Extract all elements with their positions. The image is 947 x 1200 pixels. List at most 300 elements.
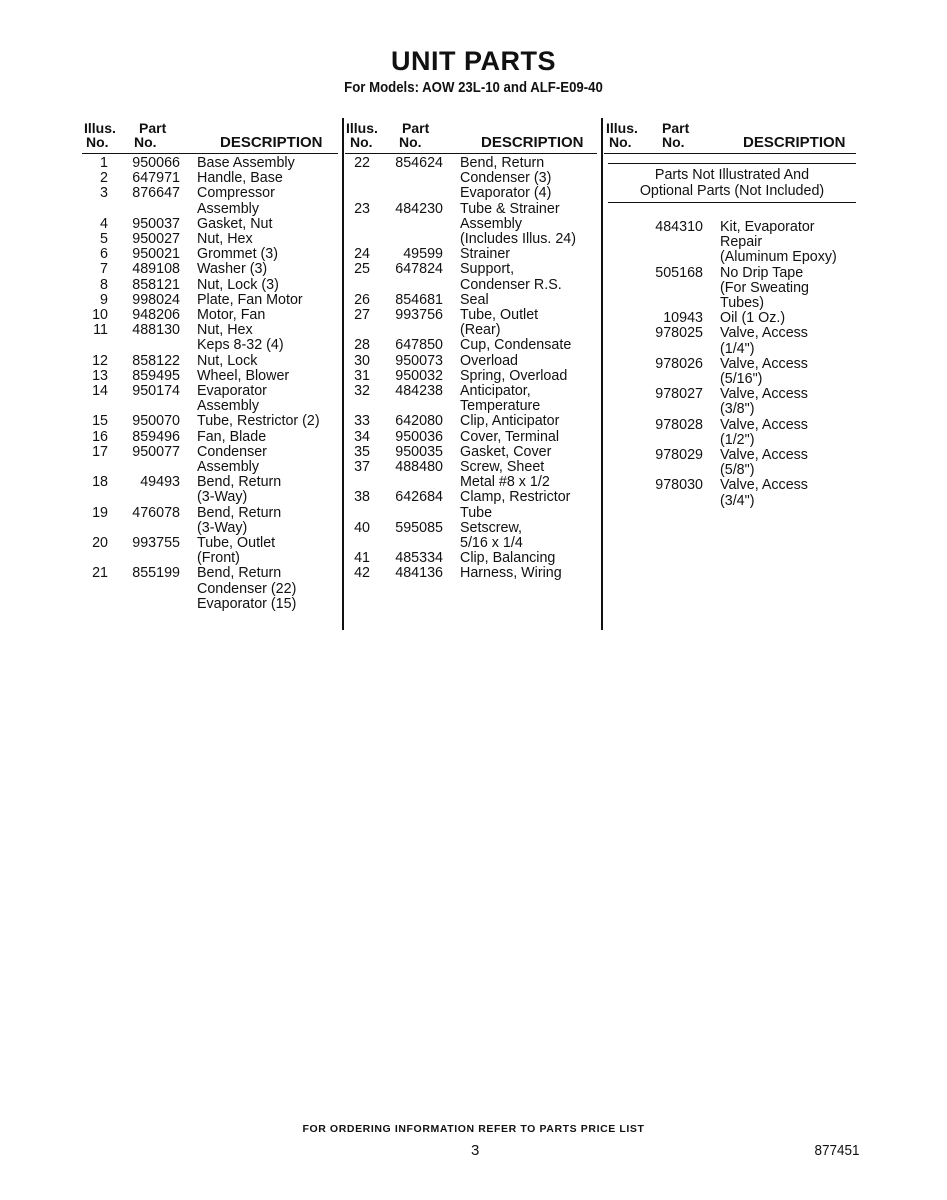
header-illus-no: No. <box>86 134 109 150</box>
part-description <box>703 478 856 508</box>
description-line: Valve, Access <box>720 416 808 433</box>
illus-number <box>604 418 629 448</box>
part-number: 993756 <box>395 307 443 324</box>
illus-number: 9 <box>100 291 108 308</box>
column-divider <box>342 118 344 630</box>
illus-number <box>604 448 629 478</box>
header-illus-no: No. <box>609 134 632 150</box>
part-description <box>180 186 338 216</box>
illus-number: 40 <box>354 519 370 536</box>
description-line: Clamp, Restrictor <box>460 489 571 506</box>
description-line: Nut, Lock (3) <box>197 276 279 293</box>
description-line: Washer (3) <box>197 261 268 278</box>
header-illus: Illus. <box>346 120 378 136</box>
part-description <box>180 536 338 566</box>
part-number: 950077 <box>132 443 180 460</box>
part-number: 647971 <box>132 170 180 187</box>
parts-row <box>82 354 338 369</box>
column-header <box>604 118 856 154</box>
part-description <box>180 308 338 323</box>
description-line: Overload <box>460 352 519 369</box>
parts-row <box>604 478 856 508</box>
page-number: 3 <box>471 1142 480 1159</box>
description-line: Wheel, Blower <box>197 367 290 384</box>
parts-row <box>345 490 597 520</box>
parts-row <box>345 384 597 414</box>
illus-number: 2 <box>100 170 108 187</box>
description-line: Fan, Blade <box>197 428 267 445</box>
part-number: 647850 <box>395 337 443 354</box>
description-line: Metal #8 x 1/2 <box>460 474 550 491</box>
part-number: 488130 <box>132 322 180 339</box>
illus-number: 21 <box>92 565 108 582</box>
part-number: 950070 <box>132 413 180 430</box>
part-description <box>180 506 338 536</box>
description-line: (3-Way) <box>197 489 248 506</box>
description-line: Anticipator, <box>460 383 531 400</box>
part-number: 484136 <box>395 565 443 582</box>
part-description <box>443 445 597 460</box>
part-number: 854681 <box>395 291 443 308</box>
parts-row <box>604 326 856 356</box>
part-description <box>180 232 338 247</box>
part-description <box>443 384 597 414</box>
part-number: 950036 <box>395 428 443 445</box>
description-line: Nut, Hex <box>197 322 253 339</box>
part-number: 978025 <box>655 325 703 342</box>
part-number: 595085 <box>395 519 443 536</box>
parts-row <box>345 369 597 384</box>
illus-number: 16 <box>92 428 108 445</box>
part-number: 950027 <box>132 231 180 248</box>
part-number: 10943 <box>663 310 703 327</box>
part-description <box>443 262 597 292</box>
parts-row <box>345 262 597 292</box>
part-description <box>443 354 597 369</box>
part-description <box>443 414 597 429</box>
parts-row <box>82 247 338 262</box>
description-line: Screw, Sheet <box>460 459 545 476</box>
parts-list <box>82 156 338 612</box>
illus-number: 31 <box>354 367 370 384</box>
part-number: 505168 <box>655 264 703 281</box>
part-description <box>180 217 338 232</box>
parts-row <box>82 171 338 186</box>
illus-number: 37 <box>354 459 370 476</box>
illus-number: 14 <box>92 383 108 400</box>
part-description <box>703 311 856 326</box>
part-description <box>180 414 338 429</box>
description-line: (5/16") <box>720 371 763 388</box>
part-description <box>180 278 338 293</box>
part-number: 858122 <box>132 352 180 369</box>
description-line: Compressor <box>197 185 275 202</box>
part-description <box>180 171 338 186</box>
part-description <box>443 566 597 581</box>
parts-row <box>82 369 338 384</box>
description-line: Valve, Access <box>720 325 808 342</box>
description-line: Spring, Overload <box>460 367 568 384</box>
description-line: Condenser <box>197 443 267 460</box>
part-number: 950073 <box>395 352 443 369</box>
part-description <box>703 418 856 448</box>
description-line: Evaporator (15) <box>197 595 297 612</box>
description-line: Oil (1 Oz.) <box>720 310 786 327</box>
illus-number <box>604 387 629 417</box>
parts-row <box>604 220 856 266</box>
description-line: Bend, Return <box>460 155 545 171</box>
illus-number: 15 <box>92 413 108 430</box>
description-line: Gasket, Cover <box>460 443 552 460</box>
description-line: (Front) <box>197 550 240 567</box>
parts-row <box>604 387 856 417</box>
description-line: (3-Way) <box>197 519 248 536</box>
part-number: 484238 <box>395 383 443 400</box>
description-line: Gasket, Nut <box>197 215 273 232</box>
description-line: (Includes Illus. 24) <box>460 231 577 248</box>
illus-number: 6 <box>100 246 108 263</box>
illus-number <box>604 266 629 312</box>
part-description <box>703 357 856 387</box>
part-description <box>180 430 338 445</box>
parts-row <box>345 293 597 308</box>
part-number: 978030 <box>655 477 703 494</box>
description-line: Handle, Base <box>197 170 283 187</box>
parts-row <box>82 323 338 353</box>
part-number: 978028 <box>655 416 703 433</box>
part-number: 858121 <box>132 276 180 293</box>
parts-row <box>82 475 338 505</box>
part-description <box>703 266 856 312</box>
parts-row <box>82 445 338 475</box>
description-line: Assembly <box>197 398 259 415</box>
page-subtitle: For Models: AOW 23L-10 and ALF-E09-40 <box>344 79 603 96</box>
header-illus: Illus. <box>606 120 638 136</box>
description-line: (Aluminum Epoxy) <box>720 249 837 266</box>
note-line: Optional Parts (Not Included) <box>639 182 825 199</box>
illus-number: 4 <box>100 215 108 232</box>
note-line: Parts Not Illustrated And <box>654 167 810 183</box>
parts-column-3 <box>604 118 856 509</box>
description-line: Bend, Return <box>197 504 282 521</box>
part-number: 476078 <box>132 504 180 521</box>
part-number: 484310 <box>655 219 703 235</box>
description-line: Valve, Access <box>720 386 808 403</box>
parts-row <box>82 384 338 414</box>
part-number: 950066 <box>132 155 180 171</box>
illus-number: 28 <box>354 337 370 354</box>
illus-number: 1 <box>100 155 108 171</box>
header-illus-no: No. <box>350 134 373 150</box>
description-line: (5/8") <box>720 462 755 479</box>
part-description <box>180 354 338 369</box>
illus-number: 27 <box>354 307 370 324</box>
parts-row <box>82 293 338 308</box>
description-line: (1/2") <box>720 431 755 448</box>
part-description <box>180 247 338 262</box>
parts-row <box>82 414 338 429</box>
part-number: 978027 <box>655 386 703 403</box>
illus-number <box>604 311 629 326</box>
document-number: 877451 <box>814 1142 860 1159</box>
parts-row <box>82 308 338 323</box>
part-number: 642684 <box>395 489 443 506</box>
parts-row <box>82 156 338 171</box>
parts-row <box>82 232 338 247</box>
illus-number: 7 <box>100 261 108 278</box>
header-part: Part <box>139 120 167 136</box>
illus-number: 5 <box>100 231 108 248</box>
parts-row <box>604 266 856 312</box>
illus-number: 30 <box>354 352 370 369</box>
illus-number: 12 <box>92 352 108 369</box>
part-number: 49599 <box>403 246 443 263</box>
header-description: DESCRIPTION <box>220 134 323 151</box>
column-header <box>82 118 338 154</box>
part-number: 950021 <box>132 246 180 263</box>
part-description <box>443 308 597 338</box>
description-line: Condenser (22) <box>197 580 297 597</box>
illus-number: 10 <box>92 307 108 324</box>
part-number: 998024 <box>132 291 180 308</box>
description-line: Tube, Outlet <box>197 535 276 552</box>
description-line: (1/4") <box>720 340 755 357</box>
parts-row <box>82 186 338 216</box>
description-line: Kit, Evaporator <box>720 219 815 235</box>
description-line: Assembly <box>197 200 259 217</box>
parts-row <box>345 338 597 353</box>
illus-number <box>604 357 629 387</box>
part-number: 642080 <box>395 413 443 430</box>
description-line: Temperature <box>460 398 541 415</box>
part-number: 978029 <box>655 447 703 464</box>
part-number: 854624 <box>395 155 443 171</box>
description-line: Clip, Balancing <box>460 550 556 567</box>
parts-row <box>345 521 597 551</box>
description-line: Condenser R.S. <box>460 276 562 293</box>
parts-row <box>345 247 597 262</box>
description-line: Tube <box>460 504 493 521</box>
parts-row <box>82 262 338 277</box>
part-number: 484230 <box>395 200 443 217</box>
part-description <box>443 247 597 262</box>
description-line: Assembly <box>197 459 259 476</box>
parts-row <box>82 506 338 536</box>
illus-number: 23 <box>354 200 370 217</box>
part-description <box>443 460 597 490</box>
description-line: Setscrew, <box>460 519 522 536</box>
description-line: (For Sweating <box>720 279 809 296</box>
header-part-no: No. <box>134 134 157 150</box>
description-line: Cup, Condensate <box>460 337 572 354</box>
parts-row <box>604 357 856 387</box>
not-illustrated-note <box>608 163 856 203</box>
part-number: 993755 <box>132 535 180 552</box>
parts-row <box>82 430 338 445</box>
part-description <box>180 369 338 384</box>
header-part-no: No. <box>399 134 422 150</box>
part-description <box>180 445 338 475</box>
part-number: 950037 <box>132 215 180 232</box>
illus-number: 8 <box>100 276 108 293</box>
parts-row <box>82 536 338 566</box>
illus-number <box>604 220 629 266</box>
description-line: Seal <box>460 291 489 308</box>
illus-number: 25 <box>354 261 370 278</box>
header-part: Part <box>662 120 690 136</box>
page-title: UNIT PARTS <box>391 46 556 76</box>
parts-row <box>604 448 856 478</box>
parts-row <box>345 156 597 202</box>
part-description <box>180 262 338 277</box>
description-line: Grommet (3) <box>197 246 279 263</box>
description-line: Keps 8-32 (4) <box>197 337 284 354</box>
parts-row <box>604 311 856 326</box>
illus-number: 19 <box>92 504 108 521</box>
parts-list <box>604 220 856 509</box>
description-line: Valve, Access <box>720 477 808 494</box>
description-line: (3/4") <box>720 492 755 509</box>
description-line: (Rear) <box>460 322 501 339</box>
parts-row <box>345 308 597 338</box>
illus-number: 38 <box>354 489 370 506</box>
description-line: Repair <box>720 234 763 251</box>
description-line: Tube, Restrictor (2) <box>197 413 320 430</box>
description-line: Base Assembly <box>197 155 295 171</box>
part-description <box>443 156 597 202</box>
illus-number: 11 <box>93 322 108 339</box>
parts-row <box>82 278 338 293</box>
parts-row <box>604 418 856 448</box>
column-header <box>345 118 597 154</box>
illus-number: 33 <box>354 413 370 430</box>
description-line: Bend, Return <box>197 474 282 491</box>
part-description <box>443 338 597 353</box>
description-line: Support, <box>460 261 515 278</box>
description-line: Motor, Fan <box>197 307 266 324</box>
parts-row <box>345 202 597 248</box>
illus-number: 26 <box>354 291 370 308</box>
illus-number: 34 <box>354 428 370 445</box>
description-line: Strainer <box>460 246 511 263</box>
part-number: 978026 <box>655 355 703 372</box>
header-description: DESCRIPTION <box>481 134 584 151</box>
part-number: 950174 <box>132 383 180 400</box>
description-line: Valve, Access <box>720 355 808 372</box>
parts-row <box>345 551 597 566</box>
description-line: Evaporator <box>197 383 267 400</box>
part-description <box>443 293 597 308</box>
illus-number: 41 <box>354 550 370 567</box>
part-description <box>443 490 597 520</box>
description-line: Nut, Lock <box>197 352 258 369</box>
part-number: 948206 <box>132 307 180 324</box>
part-number: 488480 <box>395 459 443 476</box>
illus-number: 3 <box>100 185 108 202</box>
parts-row <box>345 430 597 445</box>
part-description <box>180 156 338 171</box>
parts-row <box>345 445 597 460</box>
illus-number: 13 <box>92 367 108 384</box>
description-line: Evaporator (4) <box>460 185 552 202</box>
description-line: Valve, Access <box>720 447 808 464</box>
ordering-note: FOR ORDERING INFORMATION REFER TO PARTS PRICE LIST <box>302 1123 645 1135</box>
description-line: Assembly <box>460 215 522 232</box>
part-number: 859495 <box>132 367 180 384</box>
description-line: 5/16 x 1/4 <box>460 535 523 552</box>
description-line: Clip, Anticipator <box>460 413 560 430</box>
part-description <box>443 202 597 248</box>
illus-number: 22 <box>354 155 370 171</box>
illus-number: 42 <box>354 565 370 582</box>
column-divider <box>601 118 603 630</box>
illus-number: 32 <box>354 383 370 400</box>
part-number: 489108 <box>132 261 180 278</box>
part-description <box>443 430 597 445</box>
header-illus: Illus. <box>84 120 116 136</box>
illus-number: 35 <box>354 443 370 460</box>
parts-row <box>82 217 338 232</box>
part-description <box>180 475 338 505</box>
description-line: No Drip Tape <box>720 264 804 281</box>
part-description <box>703 220 856 266</box>
part-description <box>703 326 856 356</box>
part-description <box>443 521 597 551</box>
illus-number: 17 <box>92 443 108 460</box>
header-part-no: No. <box>662 134 685 150</box>
part-description <box>703 387 856 417</box>
description-line: Cover, Terminal <box>460 428 560 445</box>
part-number: 647824 <box>395 261 443 278</box>
part-description <box>180 566 338 612</box>
header-description: DESCRIPTION <box>743 134 846 151</box>
part-number: 485334 <box>395 550 443 567</box>
part-description <box>443 551 597 566</box>
description-line: Tubes) <box>720 295 764 312</box>
parts-row <box>345 460 597 490</box>
illus-number <box>604 326 629 356</box>
parts-column-2 <box>345 118 597 582</box>
parts-row <box>345 566 597 581</box>
parts-row <box>82 566 338 612</box>
part-description <box>180 384 338 414</box>
description-line: Bend, Return <box>197 565 282 582</box>
part-number: 876647 <box>132 185 180 202</box>
illus-number <box>604 478 629 508</box>
part-number: 855199 <box>132 565 180 582</box>
parts-row <box>345 414 597 429</box>
description-line: Plate, Fan Motor <box>197 291 303 308</box>
illus-number: 24 <box>354 246 370 263</box>
description-line: Tube & Strainer <box>460 200 560 217</box>
header-part: Part <box>402 120 430 136</box>
illus-number: 18 <box>92 474 108 491</box>
part-description <box>443 369 597 384</box>
part-description <box>180 323 338 353</box>
part-number: 49493 <box>140 474 180 491</box>
part-description <box>180 293 338 308</box>
description-line: Harness, Wiring <box>460 565 562 582</box>
parts-list <box>345 156 597 582</box>
part-number: 950035 <box>395 443 443 460</box>
description-line: (3/8") <box>720 401 755 418</box>
part-description <box>703 448 856 478</box>
part-number: 950032 <box>395 367 443 384</box>
description-line: Tube, Outlet <box>460 307 539 324</box>
illus-number: 20 <box>92 535 108 552</box>
description-line: Nut, Hex <box>197 231 253 248</box>
part-number: 859496 <box>132 428 180 445</box>
